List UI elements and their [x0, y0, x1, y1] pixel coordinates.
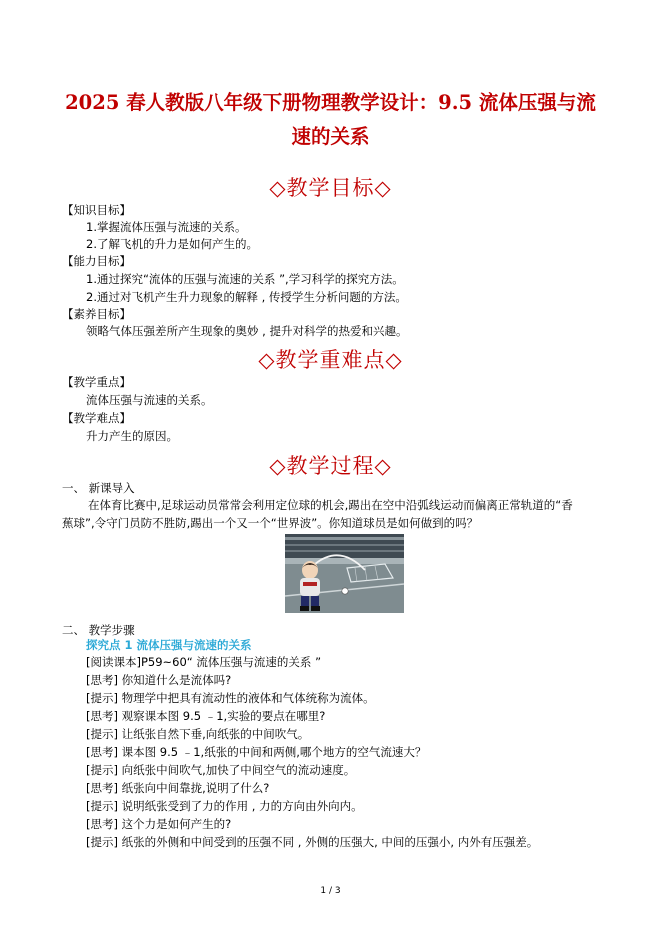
step-line: [思考] 观察课本图 9.5 ﹣1,实验的要点在哪里?	[86, 709, 326, 723]
part2-heading: 二、 教学步骤	[62, 623, 135, 637]
teaching-focus-text: 流体压强与流速的关系。	[86, 393, 213, 407]
step-line: [思考] 这个力是如何产生的?	[86, 817, 232, 831]
section-heading-key-points: ◇教学重难点◇	[258, 348, 403, 372]
teaching-focus-label: 【教学重点】	[62, 375, 131, 389]
step-line: [提示] 让纸张自然下垂,向纸张的中间吹气。	[86, 727, 310, 741]
document-title	[60, 86, 601, 154]
step-line: [思考] 纸张向中间靠拢,说明了什么?	[86, 781, 270, 795]
step-line: [思考] 课本图 9.5 ﹣1,纸张的中间和两侧,哪个地方的空气流速大？	[86, 745, 427, 759]
knowledge-item-2: 2.了解飞机的升力是如何产生的。	[86, 237, 258, 251]
step-line: [提示] 纸张的外侧和中间受到的压强不同 , 外侧的压强大, 中间的压强小, 内外有压强差。	[86, 835, 539, 849]
part1-heading: 一、 新课导入	[62, 481, 135, 495]
step-line: [提示] 物理学中把具有流动性的液体和气体统称为流体。	[86, 691, 375, 705]
ability-item-2: 2.通过对飞机产生升力现象的解释 , 传授学生分析问题的方法。	[86, 290, 407, 304]
section-heading-objectives: ◇教学目标◇	[269, 176, 392, 200]
knowledge-objectives-label: 【知识目标】	[62, 203, 131, 217]
step-line: [提示] 说明纸张受到了力的作用 , 力的方向由外向内。	[86, 799, 363, 813]
ability-objectives-label: 【能力目标】	[62, 254, 131, 268]
ability-item-1: 1.通过探究“流体的压强与流速的关系 ”,学习科学的探究方法。	[86, 272, 404, 286]
literacy-objectives-label: 【素养目标】	[62, 307, 131, 321]
step-line: [提示] 向纸张中间吹气,加快了中间空气的流动速度。	[86, 763, 356, 777]
knowledge-item-1: 1.掌握流体压强与流速的关系。	[86, 220, 247, 234]
page-number: 1 / 3	[320, 886, 341, 896]
title-line-1: 2025 春人教版八年级下册物理教学设计：9.5 流体压强与流	[65, 91, 596, 114]
soccer-illustration-svg	[285, 534, 404, 613]
title-line-2: 速的关系	[291, 125, 370, 148]
teaching-difficulty-text: 升力产生的原因。	[86, 429, 178, 443]
step-line: [阅读课本]P59~60“ 流体压强与流速的关系 ”	[86, 655, 322, 669]
explore-point-title: 探究点 1 流体压强与流速的关系	[86, 638, 252, 652]
intro-paragraph: 在体育比赛中,足球运动员常常会利用定位球的机会,踢出在空中沿弧线运动而偏离正常轨道的“香蕉球”,令守门员防不胜防,踢出一个又一个“世界波”。你知道球员是如何做到的吗？	[62, 498, 573, 530]
literacy-item-1: 领略气体压强差所产生现象的奥妙 , 提升对科学的热爱和兴趣。	[86, 324, 408, 338]
section-heading-process: ◇教学过程◇	[269, 454, 392, 478]
teaching-difficulty-label: 【教学难点】	[62, 411, 131, 425]
soccer-player-image	[285, 534, 404, 613]
step-line: [思考] 你知道什么是流体吗?	[86, 673, 232, 687]
